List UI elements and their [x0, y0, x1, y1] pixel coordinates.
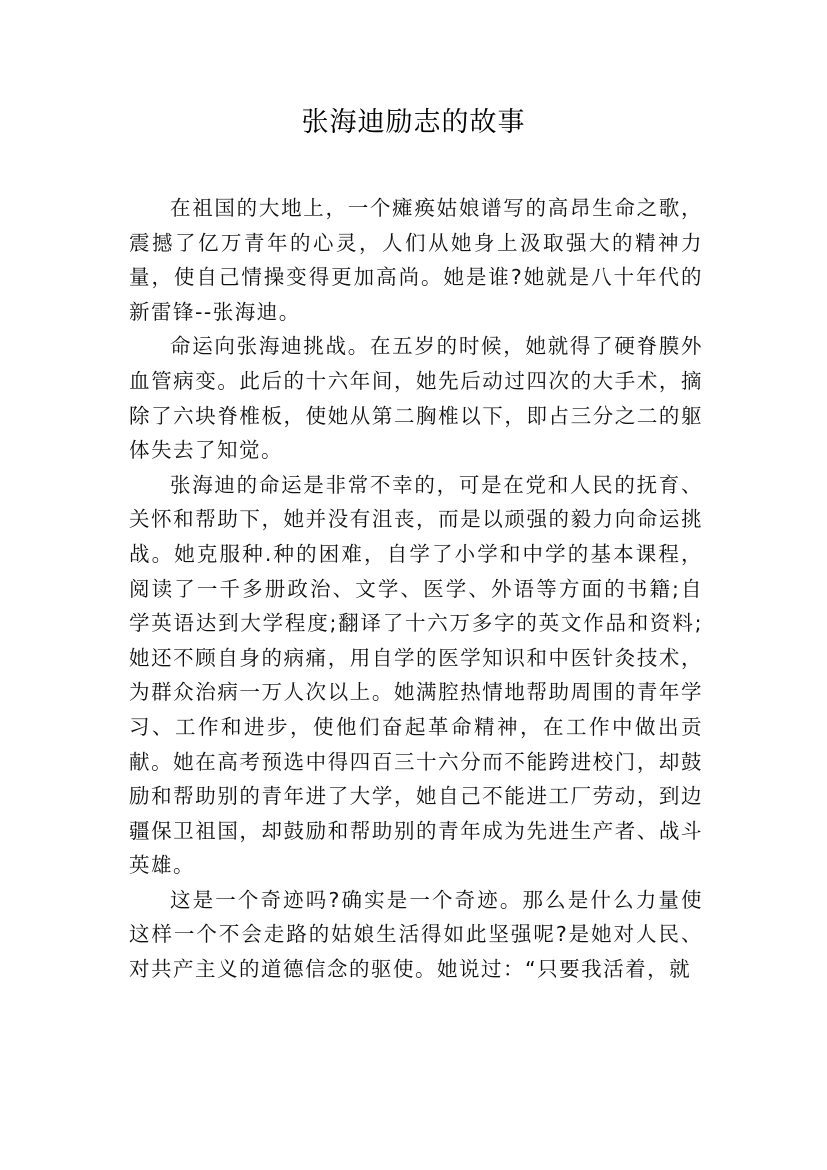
document-title: 张海迪励志的故事	[301, 107, 526, 138]
paragraph: 命运向张海迪挑战。在五岁的时候，她就得了硬脊膜外血管病变。此后的十六年间，她先后动过四次的大手术，摘除了六块脊椎板，使她从第二胸椎以下，即占三分之二的躯体失去了知觉。	[129, 334, 703, 463]
paragraph: 在祖国的大地上，一个瘫痪姑娘谱写的高昂生命之歌，震撼了亿万青年的心灵，人们从她身上汲取强大的精神力量，使自己情操变得更加高尚。她是谁?她就是八十年代的新雷锋--张海迪。	[129, 196, 703, 324]
document-body	[129, 191, 703, 987]
paragraph: 张海迪的命运是非常不幸的，可是在党和人民的抚育、关怀和帮助下，她并没有沮丧，而是以顽强的毅力向命运挑战。她克服种.种的困难，自学了小学和中学的基本课程，阅读了一千多册政治、文学、医学、外语等方面的书籍;自学英语达到大学程度;翻译了十六万多字的英文作品和资料;她还不顾自身的病痛，用自学的医学知识和中医针灸技术，为群众治病一万人次以上。她满腔热情地帮助周围的青年学习、工作和进步，使他们奋起革命精神，在工作中做出贡献。她在高考预选中得四百三十六分而不能跨进校门，却鼓励和帮助别的青年进了大学，她自己不能进工厂劳动，到边疆保卫祖国，却鼓励和帮助别的青年成为先进生产者、战斗英雄。	[129, 472, 703, 878]
paragraph: 这是一个奇迹吗?确实是一个奇迹。那么是什么力量使这样一个不会走路的姑娘生活得如此坚强呢?是她对人民、对共产主义的道德信念的驱使。她说过：“只要我活着，就	[129, 887, 703, 982]
